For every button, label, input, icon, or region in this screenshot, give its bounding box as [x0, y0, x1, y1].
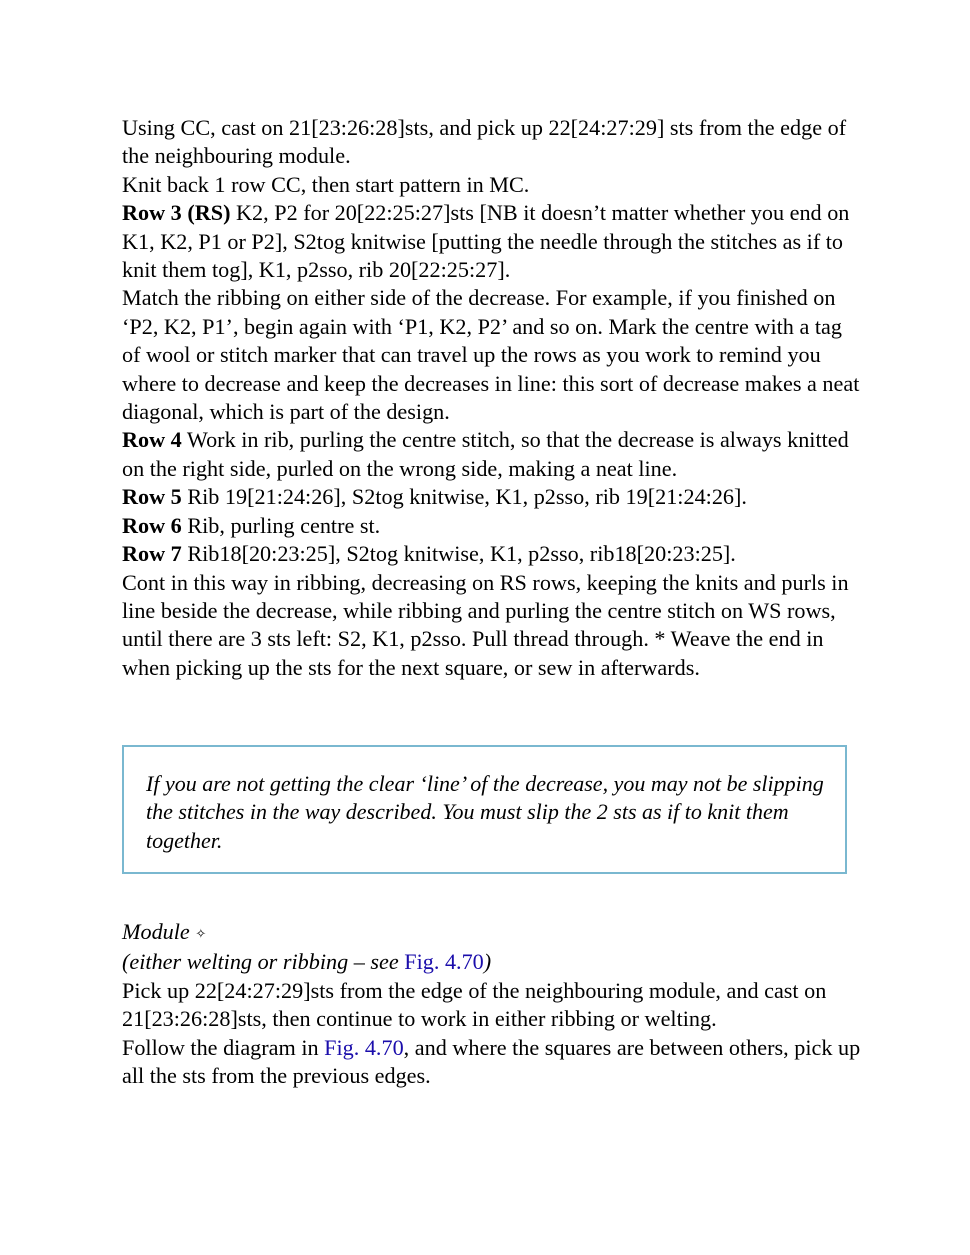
- row-3-text: K2, P2 for 20[22:25:27]sts [NB it doesn’t matter whether you end on K1, K2, P1 or P2], S2tog knitwise [putting the needle through the stitches as if to knit them tog], K1, p2sso, rib 20[22:25:27].: [122, 200, 850, 283]
- tip-callout-box: [122, 745, 847, 874]
- module-subtitle-after: ): [483, 949, 492, 975]
- fig-4-70-link[interactable]: Fig. 4.70: [404, 949, 484, 975]
- tip-text: If you are not getting the clear ‘line’ of the decrease, you may not be slipping the stitches in the way described. You must slip the 2 sts as if to knit them together.: [146, 771, 824, 853]
- instructions-block: [122, 114, 862, 682]
- row-5-text: Rib 19[21:24:26], S2tog knitwise, K1, p2sso, rib 19[21:24:26].: [181, 484, 747, 510]
- row-6-paragraph: [122, 512, 862, 540]
- knit-back-paragraph: Knit back 1 row CC, then start pattern in MC.: [122, 171, 530, 197]
- module-pick-up-paragraph: Pick up 22[24:27:29]sts from the edge of the neighbouring module, and cast on 21[23:26:28]sts, then continue to work in either ribbing or welting.: [122, 977, 827, 1032]
- row-7-text: Rib18[20:23:25], S2tog knitwise, K1, p2sso, rib18[20:23:25].: [181, 541, 736, 567]
- row-6-label: Row 6: [122, 512, 182, 538]
- continue-paragraph: Cont in this way in ribbing, decreasing on RS rows, keeping the knits and purls in line beside the decrease, while ribbing and purling the centre stitch on WS rows, until there are 3 sts left: S2, K1, p2sso. Pull thread through. * Weave the end in when picking up the sts for the next square, or sew in afterwards.: [122, 569, 849, 680]
- row-7-paragraph: [122, 540, 862, 568]
- row-7-label: Row 7: [122, 541, 182, 567]
- match-ribbing-paragraph: Match the ribbing on either side of the decrease. For example, if you finished on ‘P2, K2, P1’, begin again with ‘P1, K2, P2’ and so on. Mark the centre with a tag of wool or stitch marker that can travel up the rows as you work to remind you where to decrease and keep the decreases in line: this sort of decrease makes a neat diagonal, which is part of the design.: [122, 285, 860, 425]
- diagram-text-before: Follow the diagram in: [122, 1034, 325, 1060]
- fig-4-70-link-2[interactable]: Fig. 4.70: [324, 1034, 404, 1060]
- module-diagram-paragraph: [122, 1034, 862, 1091]
- module-subtitle: [122, 948, 862, 976]
- cast-on-paragraph: Using CC, cast on 21[23:26:28]sts, and pick up 22[24:27:29] sts from the edge of the neighbouring module.: [122, 115, 847, 169]
- module-section: [122, 918, 862, 1090]
- row-6-text: Rib, purling centre st.: [181, 512, 381, 538]
- row-4-text: Work in rib, purling the centre stitch, so that the decrease is always knitted on the right side, purled on the wrong side, making a neat line.: [122, 427, 849, 481]
- module-title: Module: [122, 919, 190, 944]
- diagram-text-after: , and where the squares are between others, pick up all the sts from the previous edges.: [122, 1034, 861, 1089]
- module-symbol-icon: ✧: [195, 926, 207, 941]
- module-subtitle-before: (either welting or ribbing – see: [122, 949, 405, 975]
- row-3-paragraph: [122, 199, 862, 284]
- row-4-label: Row 4: [122, 427, 182, 453]
- row-5-label: Row 5: [122, 484, 182, 510]
- module-heading: [122, 918, 862, 948]
- row-3-label: Row 3 (RS): [122, 200, 231, 226]
- row-5-paragraph: [122, 483, 862, 511]
- row-4-paragraph: [122, 426, 862, 483]
